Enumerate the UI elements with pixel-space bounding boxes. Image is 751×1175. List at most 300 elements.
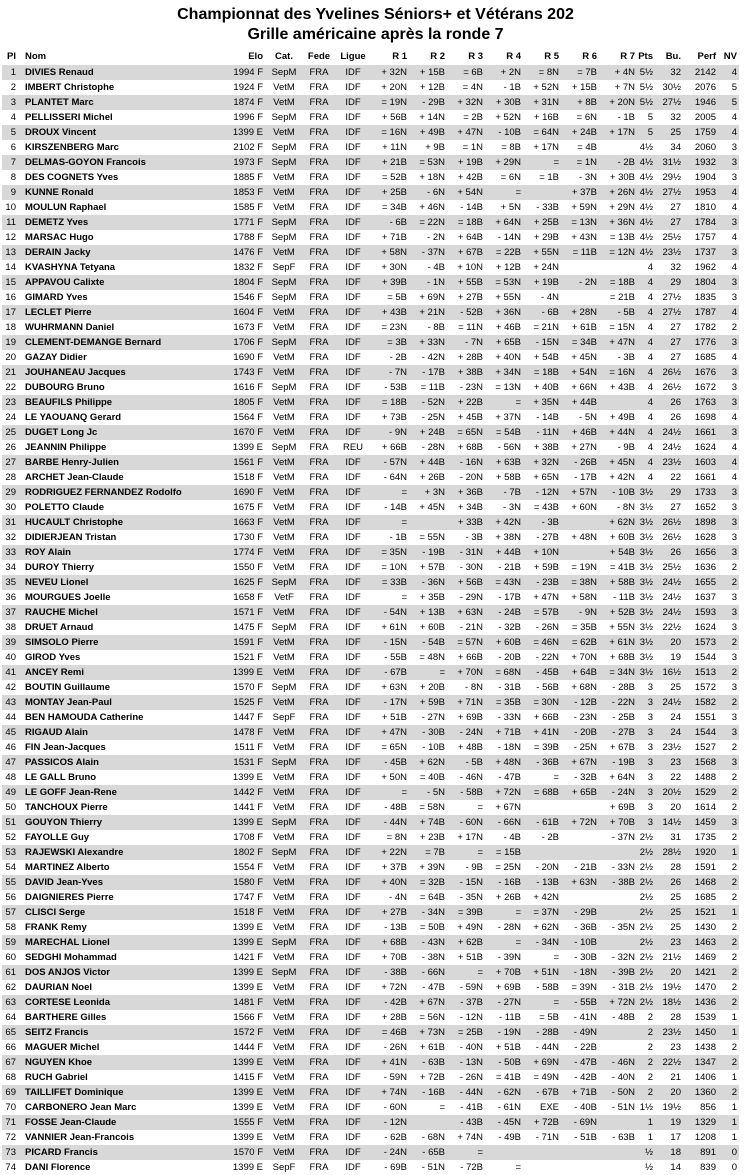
cell-r5: - 26N: [535, 622, 559, 633]
cell-nom: BEAUFILS Philippe: [25, 397, 113, 408]
cell-r6: = 13N: [571, 217, 597, 228]
cell-r1: + 25B: [381, 187, 407, 198]
cell-elo: 1399 E: [232, 922, 263, 933]
cell-pts: 2½: [639, 862, 653, 873]
cell-r1: = 5B: [387, 292, 407, 303]
cell-fede: FRA: [309, 292, 329, 303]
table-row: [2, 275, 739, 290]
cell-elo: 1670 F: [233, 427, 263, 438]
cell-perf: 1733: [694, 487, 716, 498]
column-header-r2: R 2: [430, 51, 445, 62]
cell-fede: FRA: [309, 637, 329, 648]
cell-r7: [599, 1025, 637, 1040]
cell-r7: = 41B: [609, 562, 635, 573]
cell-nv: 4: [731, 442, 737, 453]
cell-fede: FRA: [309, 967, 329, 978]
cell-pts: 5½: [639, 97, 653, 108]
cell-r4: + 55N: [495, 292, 521, 303]
cell-r7: - 40N: [611, 1072, 635, 1083]
cell-nv: 4: [731, 262, 737, 273]
cell-fede: FRA: [309, 202, 329, 213]
table-row: [2, 425, 739, 440]
cell-bu: 24½: [662, 442, 681, 453]
cell-pl: 32: [5, 532, 16, 543]
cell-r7: [599, 140, 637, 155]
cell-r4: =: [515, 187, 521, 198]
cell-r4: + 60B: [495, 637, 521, 648]
cell-bu: 26½: [662, 532, 681, 543]
cell-bu: 31½: [662, 157, 681, 168]
cell-ligue: REU: [342, 442, 364, 453]
cell-r4: + 37N: [495, 412, 521, 423]
cell-r6: + 24B: [571, 127, 597, 138]
column-header-nom: Nom: [25, 51, 47, 62]
cell-cat: VetM: [273, 1057, 295, 1068]
cell-ligue: IDF: [345, 67, 361, 78]
cell-elo: 1444 F: [233, 1042, 263, 1053]
cell-nom: APPAVOU Calixte: [25, 277, 105, 288]
cell-pts: 3: [647, 772, 653, 783]
cell-nv: 3: [731, 397, 737, 408]
cell-r1: =: [401, 487, 407, 498]
cell-pl: 15: [5, 277, 16, 288]
cell-r7: + 69B: [609, 802, 635, 813]
cell-r6: - 17B: [574, 472, 597, 483]
cell-r5: =: [553, 952, 559, 963]
cell-r6: [561, 515, 599, 530]
cell-cat: SepM: [271, 142, 297, 153]
cell-pts: 2½: [639, 952, 653, 963]
cell-ligue: IDF: [345, 1132, 361, 1143]
cell-ligue: IDF: [345, 172, 361, 183]
cell-pts: 4: [647, 277, 653, 288]
cell-nom: JEANNIN Philippe: [25, 442, 107, 453]
cell-bu: 24½: [662, 607, 681, 618]
cell-nom: DIDIERJEAN Tristan: [25, 532, 117, 543]
cell-r2: = 32B: [419, 877, 445, 888]
cell-r4: + 52N: [495, 112, 521, 123]
cell-r4: + 65B: [495, 337, 521, 348]
cell-r5: + 19B: [533, 277, 559, 288]
cell-r5: EXE: [539, 1102, 559, 1113]
cell-r3: - 29N: [459, 592, 483, 603]
cell-r3: + 38B: [457, 367, 483, 378]
cell-ligue: IDF: [345, 592, 361, 603]
cell-r3: = 18B: [457, 217, 483, 228]
cell-pl: 6: [10, 142, 16, 153]
table-row: [2, 605, 739, 620]
cell-nv: 5: [731, 82, 737, 93]
cell-r7: - 9B: [617, 442, 635, 453]
cell-fede: FRA: [309, 937, 329, 948]
cell-elo: 1399 E: [232, 1102, 263, 1113]
cell-r5: - 67B: [536, 1087, 559, 1098]
cell-pl: 21: [5, 367, 16, 378]
cell-r1: + 27B: [381, 907, 407, 918]
cell-r1: + 22N: [381, 847, 407, 858]
cell-r7: = 21B: [609, 292, 635, 303]
cell-perf: 1661: [694, 472, 716, 483]
cell-pts: 2½: [639, 982, 653, 993]
cell-r5: - 61B: [536, 817, 559, 828]
cell-r5: + 29B: [533, 232, 559, 243]
cell-cat: VetM: [273, 397, 295, 408]
cell-r5: - 3B: [541, 517, 559, 528]
cell-ligue: IDF: [345, 787, 361, 798]
cell-r3: = 4N: [462, 82, 483, 93]
cell-nv: 2: [731, 637, 737, 648]
cell-nv: 1: [731, 1012, 737, 1023]
cell-bu: 20: [670, 802, 681, 813]
cell-fede: FRA: [309, 67, 329, 78]
table-row: [2, 290, 739, 305]
cell-r6: [561, 800, 599, 815]
cell-r2: = 58N: [419, 802, 445, 813]
cell-fede: FRA: [309, 1132, 329, 1143]
column-header-r4: R 4: [506, 51, 521, 62]
cell-r4: - 20B: [498, 652, 521, 663]
cell-r5: [523, 1160, 561, 1175]
cell-nom: HUCAULT Christophe: [25, 517, 123, 528]
cell-fede: FRA: [309, 307, 329, 318]
cell-r5: = 8N: [538, 67, 559, 78]
cell-pts: 4: [647, 457, 653, 468]
cell-ligue: IDF: [345, 622, 361, 633]
cell-perf: 1735: [694, 832, 716, 843]
cell-r4: + 2N: [500, 67, 521, 78]
cell-r7: + 70B: [609, 817, 635, 828]
cell-r5: - 4N: [541, 292, 559, 303]
cell-r1: - 4N: [389, 892, 407, 903]
cell-elo: 1521 F: [233, 652, 263, 663]
cell-nom: MARECHAL Lionel: [25, 937, 110, 948]
cell-fede: FRA: [309, 757, 329, 768]
cell-r5: + 24N: [533, 262, 559, 273]
cell-r4: - 10B: [498, 127, 521, 138]
cell-pts: 3½: [639, 502, 653, 513]
cell-r5: = 68B: [533, 787, 559, 798]
cell-r7: - 8N: [617, 502, 635, 513]
cell-cat: VetM: [273, 487, 295, 498]
cell-fede: FRA: [309, 697, 329, 708]
cell-r3: + 49N: [457, 922, 483, 933]
cell-r4: + 12B: [495, 262, 521, 273]
cell-nom: CLEMENT-DEMANGE Bernard: [25, 337, 162, 348]
cell-nv: 2: [731, 877, 737, 888]
cell-bu: 27: [670, 322, 681, 333]
cell-bu: 26½: [662, 382, 681, 393]
cell-elo: 1973 F: [233, 157, 263, 168]
cell-r6: + 72N: [571, 817, 597, 828]
table-row: [2, 830, 739, 845]
cell-nom: GIMARD Yves: [25, 292, 88, 303]
cell-fede: FRA: [309, 712, 329, 723]
cell-r3: + 27B: [457, 292, 483, 303]
cell-ligue: IDF: [345, 757, 361, 768]
cell-r3: =: [477, 967, 483, 978]
cell-pl: 33: [5, 547, 16, 558]
cell-bu: 23: [670, 937, 681, 948]
cell-r5: = 1B: [539, 172, 559, 183]
cell-r6: + 64B: [571, 667, 597, 678]
cell-nom: RAUCHE Michel: [25, 607, 98, 618]
cell-r2: = 55N: [419, 532, 445, 543]
cell-r6: - 20B: [574, 727, 597, 738]
cell-r1: + 50N: [381, 772, 407, 783]
cell-cat: VetM: [273, 1147, 295, 1158]
cell-bu: 21: [670, 1072, 681, 1083]
cell-nv: 2: [731, 862, 737, 873]
cell-cat: VetM: [273, 607, 295, 618]
cell-bu: 27½: [662, 97, 681, 108]
cell-r2: + 61B: [419, 1042, 445, 1053]
cell-r1: = 8N: [386, 832, 407, 843]
cell-r6: - 12B: [574, 697, 597, 708]
cell-perf: 1759: [694, 127, 716, 138]
cell-r6: + 27N: [571, 442, 597, 453]
cell-pl: 73: [5, 1147, 16, 1158]
cell-r3: + 74N: [457, 1132, 483, 1143]
cell-pts: 3½: [639, 637, 653, 648]
cell-r2: + 44B: [419, 457, 445, 468]
cell-pts: 4: [647, 262, 653, 273]
cell-r3: + 54N: [457, 187, 483, 198]
table-row: [2, 140, 739, 155]
cell-r5: = 30N: [533, 697, 559, 708]
cell-r5: - 36B: [536, 757, 559, 768]
cell-cat: VetM: [273, 637, 295, 648]
cell-cat: SepM: [271, 157, 297, 168]
cell-bu: 31: [670, 832, 681, 843]
cell-pts: 3½: [639, 562, 653, 573]
cell-pl: 57: [5, 907, 16, 918]
cell-elo: 1511 F: [234, 742, 263, 753]
cell-ligue: IDF: [345, 1072, 361, 1083]
cell-r2: - 37N: [421, 247, 445, 258]
cell-cat: VetM: [273, 1042, 295, 1053]
cell-perf: 1804: [694, 277, 716, 288]
cell-bu: 26: [670, 397, 681, 408]
cell-nom: RUCH Gabriel: [25, 1072, 88, 1083]
cell-perf: 1652: [694, 502, 716, 513]
cell-elo: 1399 E: [232, 982, 263, 993]
cell-cat: VetM: [273, 412, 295, 423]
cell-cat: VetM: [273, 772, 295, 783]
cell-r1: - 14B: [384, 502, 407, 513]
cell-bu: 27½: [662, 187, 681, 198]
cell-r1: - 64N: [383, 472, 407, 483]
cell-nv: 3: [731, 607, 737, 618]
cell-r5: - 11N: [536, 427, 559, 438]
cell-pts: 1: [647, 1132, 653, 1143]
cell-pl: 47: [5, 757, 16, 768]
cell-elo: 1399 E: [232, 667, 263, 678]
cell-fede: FRA: [309, 982, 329, 993]
cell-r7: - 24N: [611, 787, 635, 798]
cell-perf: 1430: [694, 922, 716, 933]
cell-elo: 1481 F: [233, 997, 263, 1008]
column-header-pl: Pl: [7, 51, 16, 62]
cell-r5: =: [553, 997, 559, 1008]
cell-cat: VetM: [273, 892, 295, 903]
cell-elo: 1447 F: [233, 712, 263, 723]
cell-r4: + 36N: [495, 307, 521, 318]
cell-nom: CARBONERO Jean Marc: [25, 1102, 137, 1113]
cell-fede: FRA: [309, 997, 329, 1008]
cell-r7: - 5B: [617, 307, 635, 318]
cell-fede: FRA: [309, 1027, 329, 1038]
cell-r4: + 26B: [495, 892, 521, 903]
cell-r6: - 10B: [574, 937, 597, 948]
cell-r7: [599, 905, 637, 920]
cell-r3: =: [477, 847, 483, 858]
cell-pts: 2½: [639, 997, 653, 1008]
cell-fede: FRA: [309, 802, 329, 813]
cell-r4: + 58B: [495, 472, 521, 483]
cell-elo: 1421 F: [233, 952, 263, 963]
cell-bu: 26: [670, 877, 681, 888]
cell-pl: 44: [5, 712, 16, 723]
cell-r6: + 54N: [571, 367, 597, 378]
cell-r6: [561, 830, 599, 845]
cell-nom: KUNNE Ronald: [25, 187, 94, 198]
cell-pts: 3: [647, 682, 653, 693]
cell-pts: 3½: [639, 547, 653, 558]
cell-r3: - 15N: [459, 877, 483, 888]
cell-r3: - 46N: [459, 772, 483, 783]
cell-elo: 1730 F: [233, 532, 263, 543]
cell-elo: 1399 E: [232, 1087, 263, 1098]
cell-r1: = 10N: [381, 562, 407, 573]
cell-r7: - 63B: [612, 1132, 635, 1143]
cell-pts: 4: [647, 472, 653, 483]
cell-r1: - 53B: [384, 382, 407, 393]
cell-ligue: IDF: [345, 157, 361, 168]
cell-r7: [599, 1145, 637, 1160]
cell-nv: 2: [731, 967, 737, 978]
cell-r7: = 12N: [609, 247, 635, 258]
cell-fede: FRA: [309, 127, 329, 138]
table-row: [2, 1130, 739, 1145]
cell-perf: 1568: [694, 757, 716, 768]
cell-elo: 1625 F: [233, 577, 263, 588]
cell-perf: 1468: [694, 877, 716, 888]
cell-r6: - 21B: [574, 862, 597, 873]
cell-nv: 2: [731, 667, 737, 678]
cell-cat: VetM: [273, 802, 295, 813]
cell-ligue: IDF: [345, 667, 361, 678]
table-row: [2, 410, 739, 425]
cell-pts: 1: [647, 1117, 653, 1128]
cell-pl: 14: [5, 262, 16, 273]
cell-r6: = 4B: [577, 142, 597, 153]
cell-nv: 2: [731, 577, 737, 588]
cell-r3: = 6B: [463, 67, 483, 78]
cell-cat: VetM: [273, 787, 295, 798]
cell-cat: VetM: [273, 82, 295, 93]
cell-r2: - 52N: [421, 397, 445, 408]
cell-perf: 1551: [694, 712, 716, 723]
cell-r6: + 63N: [571, 877, 597, 888]
cell-nv: 2: [731, 802, 737, 813]
cell-bu: 24: [670, 727, 681, 738]
cell-r4: + 48N: [495, 757, 521, 768]
cell-elo: 1706 F: [233, 337, 263, 348]
cell-pts: 2½: [639, 832, 653, 843]
table-row: [2, 545, 739, 560]
cell-r1: = 18B: [381, 397, 407, 408]
cell-r4: - 49B: [498, 1132, 521, 1143]
cell-nv: 2: [731, 562, 737, 573]
cell-fede: FRA: [309, 82, 329, 93]
cell-nv: 3: [731, 142, 737, 153]
cell-elo: 1616 F: [233, 382, 263, 393]
cell-r2: [409, 515, 447, 530]
cell-nom: DAIGNIERES Pierre: [25, 892, 114, 903]
cell-r7: + 36N: [609, 217, 635, 228]
cell-ligue: IDF: [345, 832, 361, 843]
cell-r5: + 41N: [533, 727, 559, 738]
cell-pl: 51: [5, 817, 16, 828]
cell-nv: 3: [731, 337, 737, 348]
cell-nom: MOULUN Raphael: [25, 202, 107, 213]
cell-nom: BARTHERE Gilles: [25, 1012, 107, 1023]
cell-r6: + 57N: [571, 487, 597, 498]
cell-nv: 1: [731, 847, 737, 858]
cell-elo: 1518 F: [233, 907, 263, 918]
cell-r4: + 46B: [495, 322, 521, 333]
cell-fede: FRA: [309, 922, 329, 933]
cell-r4: = 43N: [495, 577, 521, 588]
cell-r1: - 67B: [384, 667, 407, 678]
cell-r7: + 45N: [609, 457, 635, 468]
cell-r2: + 60B: [419, 622, 445, 633]
table-row: [2, 170, 739, 185]
cell-r3: =: [477, 802, 483, 813]
cell-nv: 3: [731, 517, 737, 528]
cell-ligue: IDF: [345, 682, 361, 693]
cell-r3: - 72B: [460, 1162, 483, 1173]
cell-ligue: IDF: [345, 382, 361, 393]
table-row: [2, 485, 739, 500]
cell-pts: 3½: [639, 577, 653, 588]
cell-r2: + 20B: [419, 682, 445, 693]
cell-r5: - 34N: [535, 937, 559, 948]
cell-nv: 3: [731, 652, 737, 663]
cell-r6: - 51B: [574, 1132, 597, 1143]
cell-pl: 13: [5, 247, 16, 258]
cell-ligue: IDF: [345, 1087, 361, 1098]
cell-r4: - 21B: [498, 562, 521, 573]
cell-r2: [409, 1115, 447, 1130]
table-row: [2, 1025, 739, 1040]
cell-elo: 1478 F: [233, 727, 263, 738]
cell-r5: = 39B: [533, 742, 559, 753]
table-row: [2, 905, 739, 920]
cell-r7: = 18B: [609, 277, 635, 288]
header-row: [2, 48, 739, 65]
cell-nom: BOUTIN Guillaume: [25, 682, 110, 693]
cell-r6: [561, 1145, 599, 1160]
cell-fede: FRA: [309, 952, 329, 963]
cell-pts: 3: [647, 697, 653, 708]
cell-r2: + 72B: [419, 1072, 445, 1083]
cell-elo: 1804 F: [233, 277, 263, 288]
cell-r4: - 32B: [498, 622, 521, 633]
cell-r4: = 8B: [501, 142, 521, 153]
cell-pts: 4: [647, 322, 653, 333]
cell-bu: 14: [670, 1162, 681, 1173]
